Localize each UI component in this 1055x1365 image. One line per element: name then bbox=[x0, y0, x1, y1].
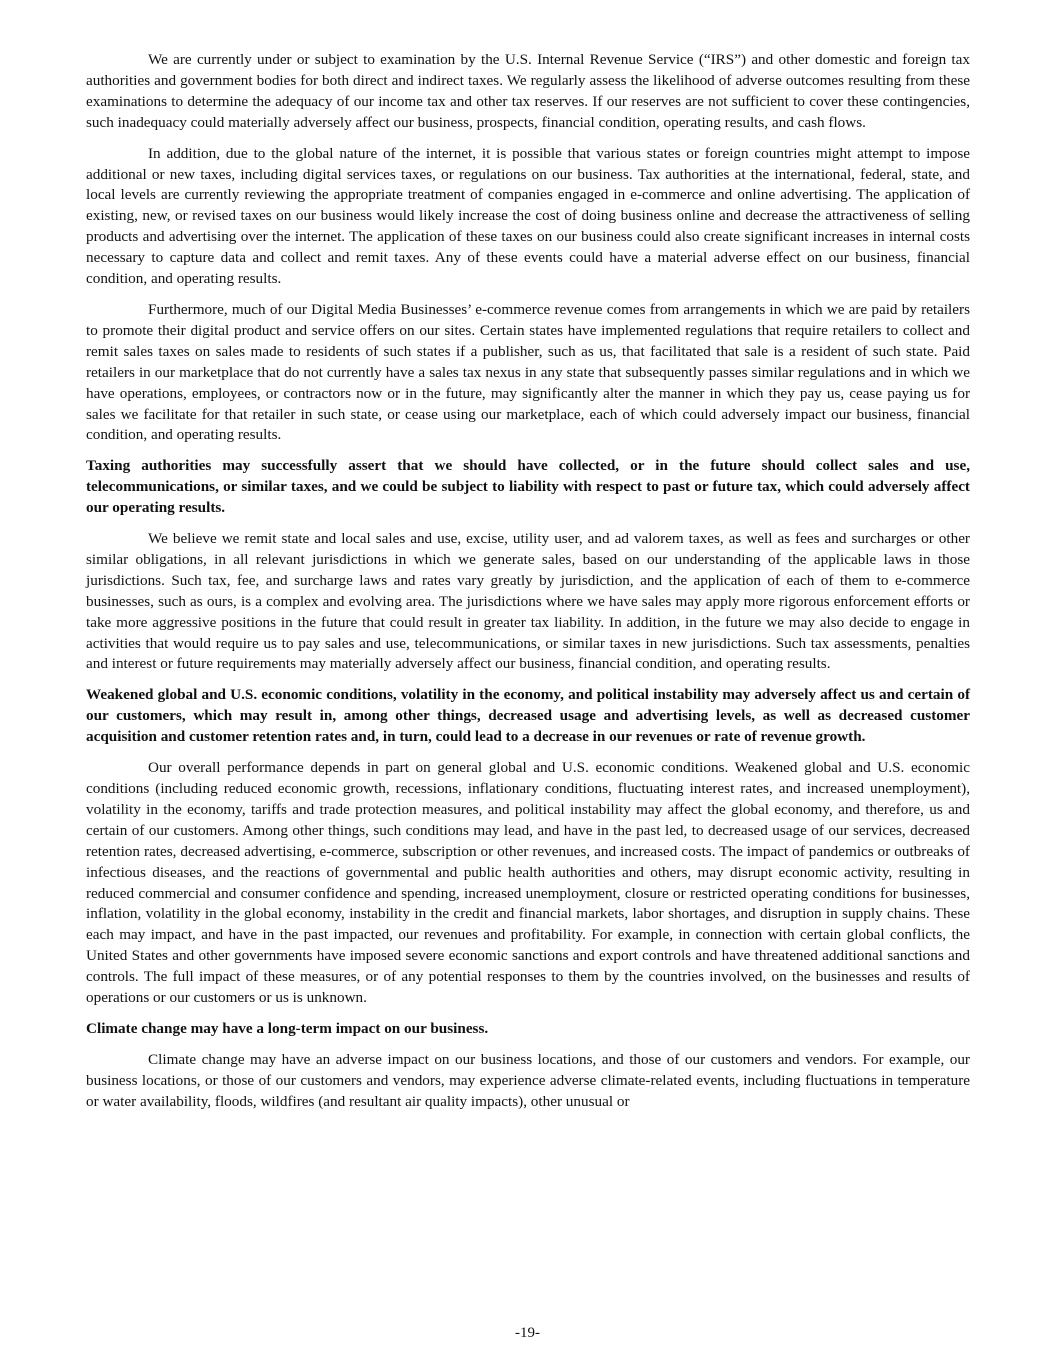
document-body bbox=[86, 50, 970, 1123]
heading-taxing-authorities: Taxing authorities may successfully assert that we should have collected, or in the future should collect sales and use, telecommunications, or similar taxes, and we could be subject to liability with respect to past or future tax, which could adversely affect our operating results. bbox=[86, 457, 970, 517]
paragraph-irs-examination: We are currently under or subject to examination by the U.S. Internal Revenue Service (“IRS”) and other domestic and foreign tax authorities and government bodies for both direct and indirect taxes. We regularly assess the likelihood of adverse outcomes resulting from these examinations to determine the adequacy of our income tax and other tax reserves. If our reserves are not sufficient to cover these contingencies, such inadequacy could materially adversely affect our business, prospects, financial condition, operating results, and cash flows. bbox=[86, 51, 970, 131]
heading-climate-change: Climate change may have a long-term impact on our business. bbox=[86, 1019, 489, 1037]
page-number: -19- bbox=[515, 1325, 540, 1341]
paragraph-digital-media-ecommerce: Furthermore, much of our Digital Media Businesses’ e-commerce revenue comes from arrangements in which we are paid by retailers to promote their digital product and service offers on our sites. Certain states have implemented regulations that require retailers to collect and remit sales taxes on sales made to residents of such states if a publisher, such as us, that facilitated that sale is a resident of such state. Paid retailers in our marketplace that do not currently have a sales tax nexus in any state that subsequently passes similar regulations and in which we have operations, employees, or contractors now or in the future, may significantly alter the manner in which they pay us, cease paying us for sales we facilitate for that retailer in such state, or cease using our marketplace, each of which could adversely impact our business, financial condition, and operating results. bbox=[86, 300, 970, 444]
paragraph-overall-performance: Our overall performance depends in part on general global and U.S. economic conditions. Weakened global and U.S. economic conditions (including reduced economic growth, recessions, inflationary conditions, fluctuating interest rates, and increased unemployment), volatility in the economy, tariffs and trade protection measures, and political instability may affect the global economy, and therefore, us and certain of our customers. Among other things, such conditions may lead, and have in the past led, to decreased usage of our services, decreased retention rates, decreased advertising, e-commerce, subscription or other revenues, and increased costs. The impact of pandemics or outbreaks of infectious diseases, and the reactions of governmental and public health authorities and others, may disrupt economic activity, resulting in reduced commercial and consumer confidence and spending, increased unemployment, closure or restricted operating conditions for businesses, inflation, volatility in the global economy, instability in the credit and financial markets, labor shortages, and disruption in supply chains. These each may impact, and have in the past impacted, our revenues and profitability. For example, in connection with certain global conflicts, the United States and other governments have imposed severe economic sanctions and export controls and have threatened additional sanctions and controls. The full impact of these measures, or of any potential responses to them by the countries involved, on the businesses and results of operations or our customers or us is unknown. bbox=[86, 759, 970, 1007]
paragraph-sales-and-use-taxes: We believe we remit state and local sales and use, excise, utility user, and ad valorem taxes, as well as fees and surcharges or other similar obligations, in all relevant jurisdictions in which we generate sales, based on our understanding of the applicable laws in those jurisdictions. Such tax, fee, and surcharge laws and rates vary greatly by jurisdiction, and the application of each of them to e-commerce businesses, such as ours, is a complex and evolving area. The jurisdictions where we have sales may apply more rigorous enforcement efforts or take more aggressive positions in the future that could result in greater tax liability. In addition, in the future we may also decide to engage in activities that would require us to pay sales and use, telecommunications, or similar taxes in new jurisdictions. Such tax assessments, penalties and interest or future requirements may materially adversely affect our business, financial condition, and operating results. bbox=[86, 530, 970, 673]
paragraph-internet-taxes: In addition, due to the global nature of the internet, it is possible that various states or foreign countries might attempt to impose additional or new taxes, including digital services taxes, or regulations on our business. Tax authorities at the international, federal, state, and local levels are currently reviewing the appropriate treatment of companies engaged in e-commerce and online advertising. The application of existing, new, or revised taxes on our business would likely increase the cost of doing business online and decrease the attractiveness of selling products and advertising over the internet. The application of these taxes on our business could also create significant increases in internal costs necessary to capture data and collect and remit taxes. Any of these events could have a material adverse effect on our business, financial condition, and operating results. bbox=[86, 144, 970, 288]
paragraph-climate-impact: Climate change may have an adverse impact on our business locations, and those of our customers and vendors. For example, our business locations, or those of our customers and vendors, may experience adverse climate-related events, including fluctuations in temperature or water availability, floods, wildfires (and resultant air quality impacts), other unusual or bbox=[86, 1050, 970, 1110]
heading-economic-conditions: Weakened global and U.S. economic conditions, volatility in the economy, and political instability may adversely affect us and certain of our customers, which may result in, among other things, decreased usage and advertising levels, as well as decreased customer acquisition and customer retention rates and, in turn, could lead to a decrease in our revenues or rate of revenue growth. bbox=[86, 686, 970, 746]
